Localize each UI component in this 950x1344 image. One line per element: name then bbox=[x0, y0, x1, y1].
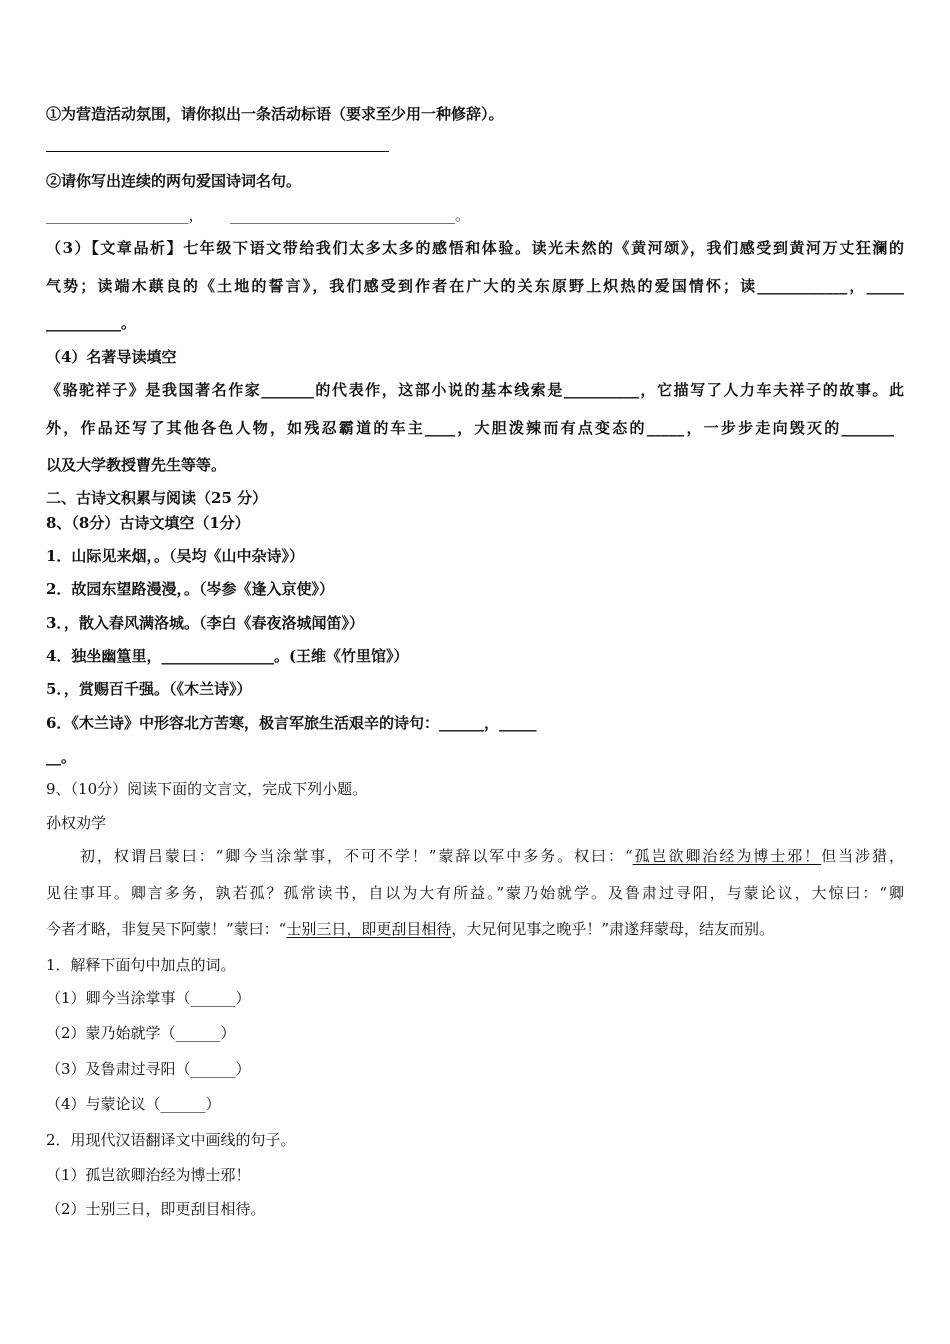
word-item-4: （4）与蒙论议（______） bbox=[46, 1095, 221, 1113]
passage-line-3: 今者才略，非复吴下阿蒙！”蒙曰：“士别三日，即更刮目相待，大兄何见事之晚乎！”肃遂拜蒙母，结友而别。 bbox=[46, 920, 775, 938]
question-8-heading: 8、（8分）古诗文填空（1分） bbox=[46, 514, 250, 532]
translate-item-1: （1）孤岂欲卿治经为博士邪！ bbox=[46, 1166, 251, 1184]
sub-question-2: 2．用现代汉语翻译文中画线的句子。 bbox=[46, 1131, 296, 1149]
underlined-sentence-1: 孤岂欲卿治经为博士邪！ bbox=[632, 847, 822, 865]
word-item-1: （1）卿今当涂掌事（______） bbox=[46, 989, 251, 1007]
poem-item-3: 3．，散入春风满洛城。（李白《春夜洛城闻笛》） bbox=[46, 614, 364, 632]
question-3-line-2: 气势；读端木蕻良的《土地的誓言》，我们感受到作者在广大的关东原野上炽热的爱国情怀；读____________，_____ bbox=[46, 277, 904, 295]
poem-item-6-continued: __。 bbox=[46, 748, 77, 766]
word-item-3: （3）及鲁肃过寻阳（______） bbox=[46, 1060, 251, 1078]
question-3-line-3: __________。 bbox=[46, 314, 137, 332]
poem-item-1: 1．山际见来烟，。（吴均《山中杂诗》） bbox=[46, 547, 304, 565]
passage-line-1: 初，权谓吕蒙曰：“卿今当涂掌事，不可不学！”蒙辞以军中多务。权曰：“孤岂欲卿治经为博士邪！但当涉猎， bbox=[80, 847, 904, 865]
question-4-line-2: 外，作品还写了其他各色人物，如残忍霸道的车主____，大胆泼辣而有点变态的_____，一步步走向毁灭的_______ bbox=[46, 419, 894, 437]
passage-line-2: 见往事耳。卿言多务，孰若孤？孤常读书，自以为大有所益。”蒙乃始就学。及鲁肃过寻阳，与蒙论议，大惊曰：“卿 bbox=[46, 884, 904, 902]
poem-item-6: 6．《木兰诗》中形容北方苦寒，极言军旅生活艰辛的诗句：______，_____ bbox=[46, 714, 537, 732]
answer-line bbox=[46, 151, 389, 152]
question-4-heading: （4）名著导读填空 bbox=[46, 348, 177, 366]
question-9-heading: 9、（10分）阅读下面的文言文，完成下列小题。 bbox=[46, 780, 368, 798]
underlined-sentence-2: 士别三日，即更刮目相待 bbox=[286, 920, 452, 938]
poem-item-2: 2．故园东望路漫漫，。（岑参《逢入京使》） bbox=[46, 580, 334, 598]
answer-blank-2: ______________________________。 bbox=[230, 206, 471, 224]
translate-item-2: （2）士别三日，即更刮目相待。 bbox=[46, 1200, 266, 1218]
poem-item-5: 5．，赏赐百千强。（《木兰诗》） bbox=[46, 680, 252, 698]
question-slogan: ①为营造活动氛围，请你拟出一条活动标语（要求至少用一种修辞）。 bbox=[46, 105, 504, 123]
question-3-line-1: （3）【文章品析】七年级下语文带给我们太多太多的感悟和体验。读光未然的《黄河颂》，我们感受到黄河万丈狂澜的 bbox=[46, 239, 904, 257]
word-item-2: （2）蒙乃始就学（______） bbox=[46, 1024, 236, 1042]
sub-question-1: 1．解释下面句中加点的词。 bbox=[46, 956, 236, 974]
section-heading-2: 二、古诗文积累与阅读（25 分） bbox=[46, 489, 268, 507]
passage-title: 孙权劝学 bbox=[46, 814, 107, 832]
question-poem-lines: ②请你写出连续的两句爱国诗词名句。 bbox=[46, 172, 302, 190]
answer-blank-1: ___________________， bbox=[46, 206, 204, 224]
question-4-line-3: 以及大学教授曹先生等等。 bbox=[46, 456, 227, 474]
question-4-line-1: 《骆驼祥子》是我国著名作家_______的代表作，这部小说的基本线索是__________，它描写了人力车夫祥子的故事。此 bbox=[46, 381, 904, 399]
poem-item-4: 4．独坐幽篁里，_______________。(王维《竹里馆》） bbox=[46, 647, 409, 665]
